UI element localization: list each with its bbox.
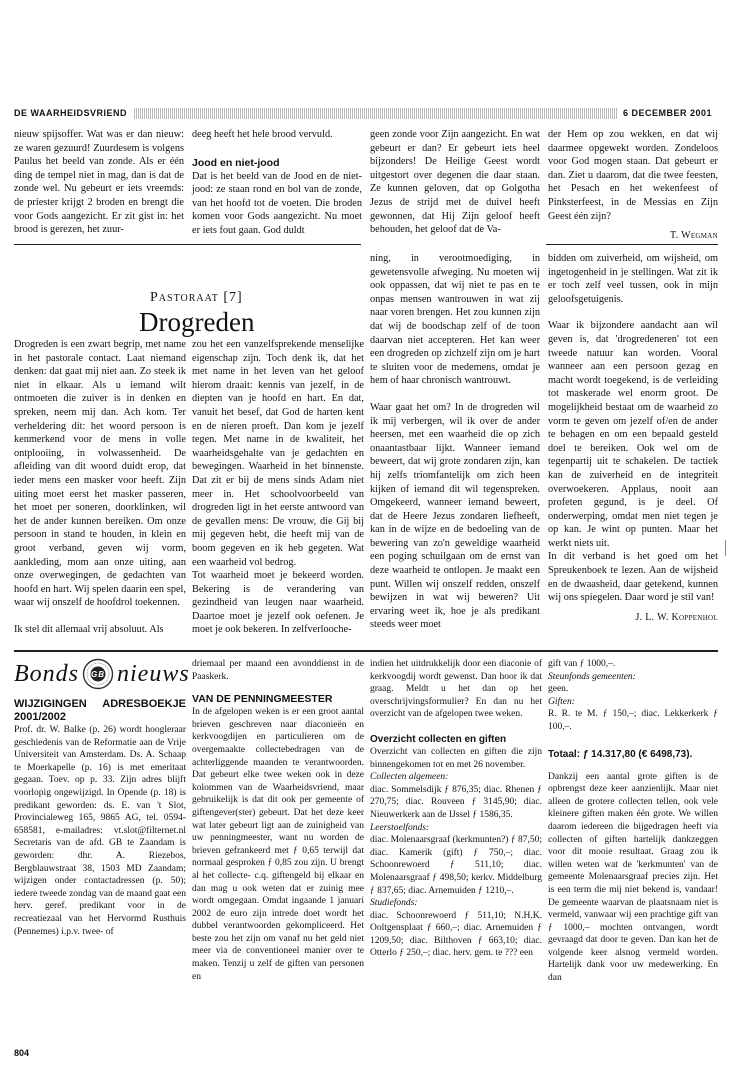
bonds-column-2 [192,658,364,983]
article-column-1 [14,338,186,636]
publication-name: DE WAARHEIDSVRIEND [14,107,133,120]
article-col1-text-b: Ik stel dit allemaal vrij absoluut. Als [14,623,164,635]
top-col4-text: der Hem op zou wekken, en dat wij daarmee opgewekt worden. Zondeloos voor God mogen staan. Dat gebeurt er dan. Ziet u daarom, dat die twee feesten, het Pesach en het wekenfeest of Pinksterfeest, in de Messias en Zijn Geest één zijn? [548,129,718,222]
penningmeester-heading: VAN DE PENNINGMEESTER [192,693,333,706]
penningmeester-text: In de afgelopen weken is er een groot aantal brieven geschreven naar diaconieën en kerkvoogdijen en particulieren om de overgemaakte collectebedragen van de achterliggende maanden te verantwoorden. Dat gebeurt elke twee weken ook in deze kolommen van de Waarheidsvriend, maar gebruikelijk is dat dit ook per gemeente of giftengever(ster) gebeurt. Dat het deze keer wat later gebeurt ligt aan de zuinigheid van uw penningmeester, want nu worden de brieven gefrankeerd met ƒ 0,65 terwijl dat normaal gesproken ƒ 0,85 zou zijn. U brengt al het collecte- c.q. giftengeld bij elkaar en dan mag u ook weten dat er zuinig mee wordt omgegaan. Omdat ingaande 1 januari 2002 de euro zijn intrede doet wordt het dubbel verantwoorden gekompliceerd. Het beste zou het zijn om vanaf nu het geld niet meer via de conventioneel manier over te maken. Tenzij u zelf de giften van personen en [192,707,364,982]
article-col1-text-a: Drogreden is een zwart begrip, met name in het pastorale contact. Laat niemand denken: dat gaat mij niet aan. Zo steek ik niet in elkaar. Als u iemand wilt ontmoeten die zuiver is in denken en spreken, neem mij dan. Ach kom. Ter verheldering dit: het woord persoon is kenmerkend voor de mens in volle ontplooiing, in volwassenheid. De afleiding van dit woord duidt erop, dat ieder mens een masker voor heeft. Zijn uiting moet eerst het masker passeren, het moet per soneren, doorklinken, wil het de ander kunnen bereiken. Om onze persoon in stand te houden, in klein en groot verband, geven wij vorm, aankleding, mom aan onze uiting, aan onze overwegingen, de gedachten van hoofd en hart. Wij spelen daarin een spel, waar wij onszelf de hoofdrol toekennen. [14,339,186,609]
seal-text: GB [91,670,105,679]
article-title: Drogreden [139,307,255,337]
bonds-seal-icon [82,658,114,690]
bonds-col3-text-a: indien het uitdrukkelijk door een diaconie of kerkvoogdij wordt gewenst. Dan hoor ik dat graag. Meldt u het dan op het overschrijvingsformulier? En dan nu het overzicht van de afgelopen twee weken. [370,659,542,720]
bonds-divider [14,650,718,652]
bonds-logo [14,658,190,690]
adresboekje-text: Prof. dr. W. Balke (p. 26) wordt hoogleraar geschiedenis van de Reformatie aan de Vrije Universiteit van Amsterdam. Ds. A. Schaap te Moerkapelle (p. 16) is met emeritaat gegaan. Toev. op p. 33. Zijn adres blijft voorlopig ongewijzigd. In Opende (p. 18) is predikant geworden: ds. E. van 't Slot, Provincialeweg 165, 9865 AG, tel. 0594-658581, e-mailadres: vt.slot@filternet.nl Secretaris van de afd. GB te Zaandam is geworden: dhr. A. Riezebos, Bergblauwstraat 38, 1503 MD Zaandam; wijzigen onder contactadressen (p. 50); iedere tweede zondag van de maand gaat een herv. geref. predikant voor in de recreatiezaal van het Hervormd Rusthuis (Pennemes) i.p.v. twee- of [14,725,186,937]
bonds-logo-right: nieuws [117,661,190,687]
overzicht-heading: Overzicht collecten en giften [370,733,507,745]
article-kicker: Pastoraat [7] [150,290,243,305]
bonds-logo-left: Bonds [14,661,79,687]
top-column-1 [14,128,184,237]
bonds-column-3 [370,658,542,960]
top-column-2 [192,128,362,238]
top-col2-text-a: deeg heeft het hele brood vervuld. [192,129,333,140]
article-col2-text-a: zou het een vanzelfsprekende menselijke eigenschap zijn. Toch denk ik, dat het met name in het leven van het geloof hierom draait: kennis van jezelf, in de diepten van je hoofd en hart. En dat, vanuit het besef, dat God de harten kent en de nieren proeft. Dan kom je jezelf tegen. Met name in de kwaliteit, het waarheidsgehalte van je gedachten en bewegingen. Waarheid in het binnenste. Dat zit er bij de mens sinds Adam niet meer in. Het schoolvoorbeeld van drogreden ligt in het eerste antwoord van de gevallen mens: De vrouw, die Gij bij mij gegeven hebt, die heeft mij van de boom gegeven en ik heb gegeten. Wat een waarheid vol bedrog. [192,339,364,568]
collecten-list: diac. Sommelsdijk ƒ 876,35; diac. Rhenen ƒ 270,75; diac. Rouveen ƒ 3145,90; diac. Nieuwerkerk aan de IJssel ƒ 1586,35. [370,784,542,820]
top-col1-text: nieuw spijsoffer. Wat was er dan nieuw: ze waren gezuurd! Zuurdesem is volgens Paulus het beeld van zonde. Als er één ding de tempel niet in mag, dan is dat de zonde wel. Nu gebeurt er iets vreemds: de priester krijgt 2 broden en brengt die voor Gods aangezicht. Er zit gist in: het brood is gerezen, het zuur- [14,129,184,236]
top-col3-text: geen zonde voor Zijn aangezicht. En wat gebeurt er dan? Er gebeurt iets heel bijzonders! De Heilige Geest wordt uitgestort over degenen die daar staan. Ze kunnen geloven, dat op Golgotha Jezus de strijd met de duivel heeft gewonnen, dat Hij Zijn geloof heeft behouden, het geloof dat de Va- [370,129,540,236]
bonds-col4-text-body: Dankzij een aantal grote giften is de opbrengst deze keer aanzienlijk. Maar niet alleen de grotere collecten tellen, ook vele kleinere giften maken één grote. We willen daarom iedereen die bijgedragen heeft via collecten of giften hartelijk dankzeggen voor dit mooie resultaat. Graag zou ik willen weten wat de 'kerkmunten' van de gemeente Molenaarsgraaf precies zijn. Het is een term die mij niet bekend is, vandaar! De gemeente waarvan de plaatsnaam niet is vermeld, vanwaar wij een prachtige gift van ƒ 1000,– mochten ontvangen, wordt gevraagd dat door te geven. Dan kan het de volgende keer alsnog vermeld worden. Hartelijk dank voor uw medewerking. En dan [548,771,718,984]
top-divider-left [14,244,361,245]
giften-list: R. R. te M. ƒ 150,–; diac. Lekkerkerk ƒ 100,–. [548,709,718,732]
studiefonds-list: diac. Schoonrewoerd ƒ 511,10; N.H.K. Ooltgensplaat ƒ 660,–; diac. Arnemuiden ƒ 1209,50; diac. Bilthoven ƒ 663,10; diac. Otterlo ƒ 250,–; diac. herv. gem. te ??? een [370,910,542,959]
leerstoel-sub: Leerstoelfonds: [370,822,430,833]
article-col4-text-a: bidden om zuiverheid, om wijsheid, om ingetogenheid in je stellingen. Wat zit ik er toch zelf veel tussen, ook in mijn geloofsgetuigenis. [548,253,718,305]
bonds-col4-text-a: gift van ƒ 1000,–. [548,659,616,669]
top-column-3 [370,128,540,237]
steunfonds-list: geen. [548,684,569,695]
article-column-4 [548,252,718,624]
totaal-line: Totaal: ƒ 14.317,80 (€ 6498,73). [548,748,693,760]
margin-mark [725,540,726,556]
jood-heading: Jood en niet-jood [192,156,280,169]
issue-date: 6 DECEMBER 2001 [617,107,712,120]
article-col4-text-c: In dit verband is het goed om het Spreukenboek te lezen. Aan de wijsheid en de dwaasheid, daar getekend, kunnen wij ons spiegelen. Daar word je stil van! [548,551,718,604]
article-col4-text-b: Waar ik bijzondere aandacht aan wil geven is, dat 'drogredeneren' tot een tweede natuur kan worden. Vooral wanneer aan een persoon gezag en macht wordt toegekend, is de verleiding tot maskerade wel enorm groot. De mogelijkheid bestaat om de waarheid zo vorm te geven om jezelf of/en de ander te behagen en om een bepaald gesteld doel te bereiken. Ook wel om de tegenpartij uit te schakelen. De tactiek kan de zuiverheid en de integriteit overwoekeren. Applaus, nooit aan profeten gegund, is je deel. Of onderwerping, omdat men niet tegen je op kan. Je wint op punten. Maar het werkt niets uit. [548,320,718,549]
top-signature: T. Wegman [670,230,718,242]
collecten-sub: Collecten algemeen: [370,772,449,783]
top-divider-right [546,244,718,245]
steunfonds-sub: Steunfonds gemeenten: [548,671,636,682]
top-column-4 [548,128,718,243]
bonds-column-4 [548,658,718,985]
bonds-column-1 [14,698,186,938]
giften-sub: Giften: [548,696,575,707]
article-column-2 [192,338,364,637]
top-col2-text-b: Dat is het beeld van de Jood en de niet-jood: ze staan rond en bol van de zonde, van het hoofd tot de voeten. Die broden komen voor Gods aangezicht. Nu moet er iets fout gaan. God duldt [192,170,362,236]
article-signature: J. L. W. Koppenhol [635,611,718,623]
article-column-3 [370,252,540,632]
article-col3-text-a: ning, in verootmoediging, in gewetensvolle afweging. Nu moeten wij ook oppassen, dat wij niet te pas en te onpas mensen wantrouwen in wat zij naar voren brengen. Het zou kunnen zijn dat wij de boodschap zelf of de toon daarvan niet accepteren. Het kan weer een drogreden op zichzelf zijn om je hart te sluiten voor de medemens, omdat je hem of haar chronisch wantrouwt. [370,253,540,387]
page-number: 804 [14,1048,30,1058]
adresboekje-heading: WIJZIGINGEN ADRESBOEKJE 2001/2002 [14,698,186,723]
studiefonds-sub: Studiefonds: [370,898,418,909]
bonds-col2-text-a: driemaal per maand een avonddienst in de Paaskerk. [192,659,364,682]
article-col3-text-b: Waar gaat het om? In de drogreden wil ik mij verbergen, wil ik over de ander heersen, met een waarheid die op zich onaantastbaar lijkt. Wanneer iemand beweert, dat wij grote zondaren zijn, kan hij zelfs triomfantelijk om zich heen kijken of iemand dit wil tegenspreken. Omgekeerd, wanneer iemand beweert, dat de Heere Jezus zondaren liefheeft, kan in de wijze en de bedoeling van de bewering van zo'n geweldige waarheid een poging schuilgaan om de ernst van deze waarheid te ontlopen. Je maakt een punt. Willen wij onszelf redden, onszelf bewijzen in wat wij beweren? Uit ervaring weet ik, hoe je als predikant steeds weer moet [370,401,540,631]
overzicht-intro: Overzicht van collecten en giften die zijn binnengekomen tot en met 26 november. [370,746,542,770]
leerstoel-list: diac. Molenaarsgraaf (kerkmunten?) ƒ 87,50; diac. Kamerik (gift) ƒ 750,–; diac. Schoonrewoerd ƒ 511,10; diac. Molenaarsgraaf ƒ 498,50; kerkv. Middelburg ƒ 837,65; diac. Arnemuiden ƒ 1210,–. [370,835,542,896]
article-col2-text-b: Tot waarheid moet je bekeerd worden. Bekering is de verandering van gezindheid van leugen naar waarheid. Daartoe moet je jezelf ook oefenen. Je moet je ook bekeren. In zelfverlooche- [192,570,364,636]
